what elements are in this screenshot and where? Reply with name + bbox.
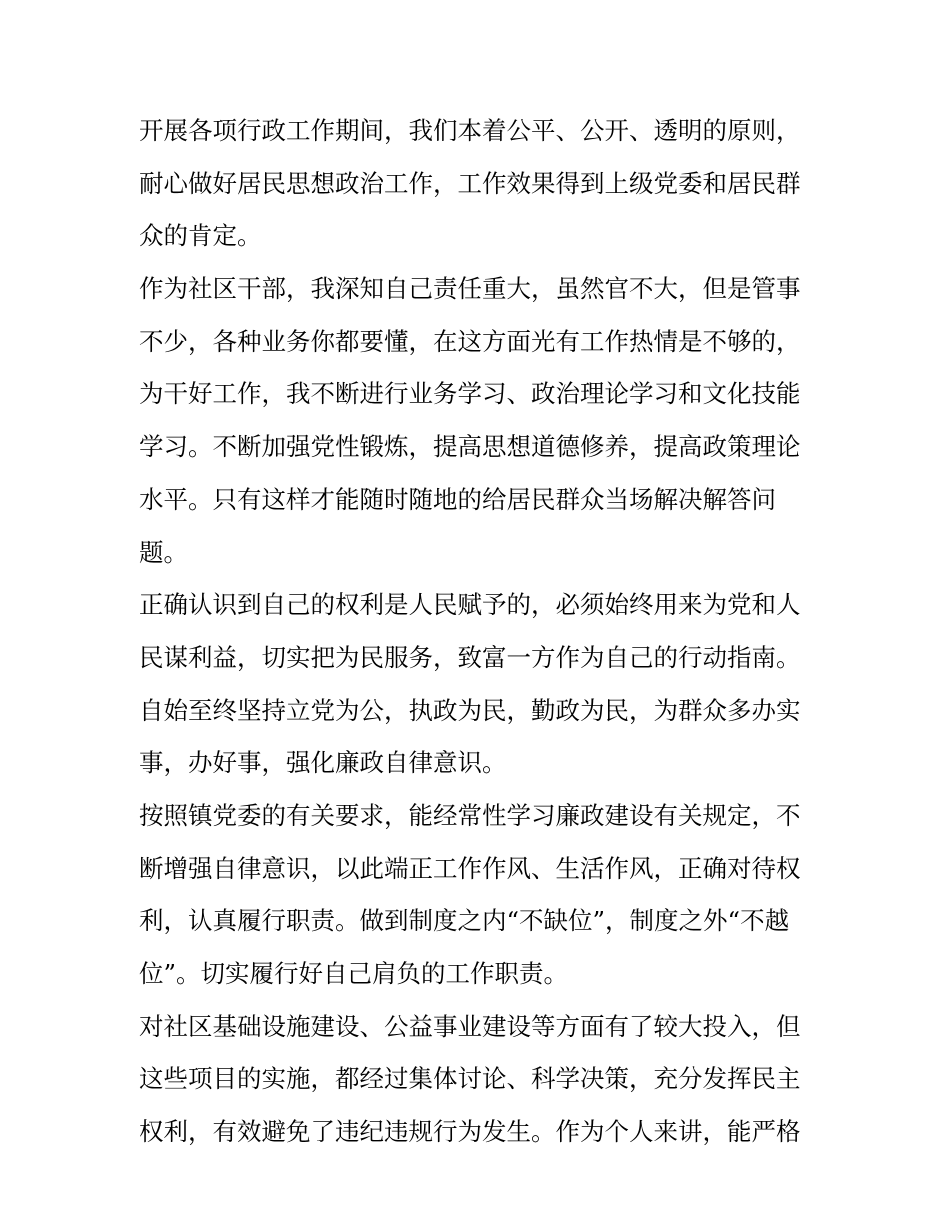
text-line-14: 按照镇党委的有关要求，能经常性学习廉政建设有关规定，不 (139, 800, 801, 830)
text-line-2: 耐心做好居民思想政治工作，工作效果得到上级党委和居民群 (139, 168, 801, 198)
text-line-4: 作为社区干部，我深知自己责任重大，虽然官不大，但是管事 (139, 274, 801, 304)
text-line-8: 水平。只有这样才能随时随地的给居民群众当场解决解答问 (139, 484, 776, 514)
text-line-6: 为干好工作，我不断进行业务学习、政治理论学习和文化技能 (139, 379, 801, 409)
text-line-15: 断增强自律意识，以此端正工作作风、生活作风，正确对待权 (139, 853, 801, 883)
body-text (139, 105, 819, 1159)
text-line-7: 学习。不断加强党性锻炼，提高思想道德修养，提高政策理论 (139, 432, 801, 462)
text-line-13: 事，办好事，强化廉政自律意识。 (139, 748, 507, 778)
text-line-3: 众的肯定。 (139, 221, 262, 251)
text-line-1: 开展各项行政工作期间，我们本着公平、公开、透明的原则， (139, 116, 801, 145)
text-line-20: 权利，有效避免了违纪违规行为发生。作为个人来讲，能严格 (139, 1117, 801, 1147)
text-line-9: 题。 (139, 537, 188, 567)
text-line-17: 位”。切实履行好自己肩负的工作职责。 (139, 959, 569, 988)
text-line-16: 利，认真履行职责。做到制度之内“不缺位”，制度之外“不越 (139, 906, 790, 936)
text-line-12: 自始至终坚持立党为公，执政为民，勤政为民，为群众多办实 (139, 695, 801, 725)
text-line-18: 对社区基础设施建设、公益事业建设等方面有了较大投入，但 (139, 1011, 801, 1041)
text-line-19: 这些项目的实施，都经过集体讨论、科学决策，充分发挥民主 (139, 1064, 801, 1094)
text-line-10: 正确认识到自己的权利是人民赋予的，必须始终用来为党和人 (139, 590, 801, 620)
text-line-11: 民谋利益，切实把为民服务，致富一方作为自己的行动指南。 (139, 642, 801, 672)
text-line-5: 不少，各种业务你都要懂，在这方面光有工作热情是不够的， (139, 326, 801, 356)
